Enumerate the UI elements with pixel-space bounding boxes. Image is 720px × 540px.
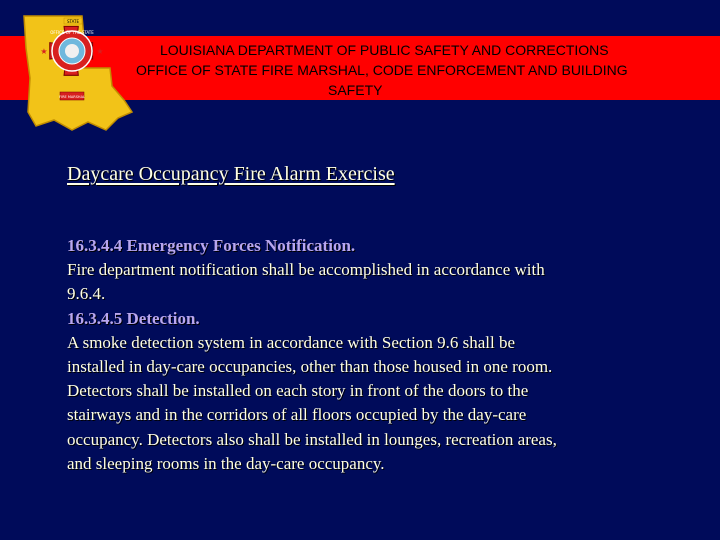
paragraph-line: Detectors shall be installed on each story in front of the doors to the xyxy=(67,381,529,401)
header-line-3: SAFETY xyxy=(328,82,383,98)
header-line-2: OFFICE OF STATE FIRE MARSHAL, CODE ENFORCEMENT AND BUILDING xyxy=(136,62,628,78)
seal-bottom-text: FIRE MARSHAL xyxy=(59,95,85,99)
paragraph-line: installed in day-care occupancies, other than those housed in one room. xyxy=(67,357,553,377)
page-title: Daycare Occupancy Fire Alarm Exercise xyxy=(67,163,395,185)
paragraph-line: A smoke detection system in accordance with Section 9.6 shall be xyxy=(67,332,516,352)
star-icon: ★ xyxy=(96,47,104,56)
paragraph-line: occupancy. Detectors also shall be installed in lounges, recreation areas, xyxy=(67,429,557,449)
paragraph-line: stairways and in the corridors of all floors occupied by the day-care xyxy=(67,405,527,425)
section-heading: 16.3.4.4 Emergency Forces Notification. xyxy=(67,236,356,255)
paragraph-line: and sleeping rooms in the day-care occupancy. xyxy=(67,453,385,473)
star-icon: ★ xyxy=(40,47,48,56)
section-heading: 16.3.4.5 Detection. xyxy=(67,308,200,328)
seal-top-text: STATE xyxy=(66,19,80,24)
paragraph-line: Fire department notification shall be accomplished in accordance with xyxy=(67,260,545,280)
content-body xyxy=(67,234,667,476)
seal-ring-text: OFFICE OF THE STATE xyxy=(50,30,94,35)
paragraph-line: 9.6.4. xyxy=(67,284,106,304)
header-line-1: LOUISIANA DEPARTMENT OF PUBLIC SAFETY AND CORRECTIONS xyxy=(160,42,609,58)
louisiana-fire-marshal-seal-icon xyxy=(14,8,134,138)
